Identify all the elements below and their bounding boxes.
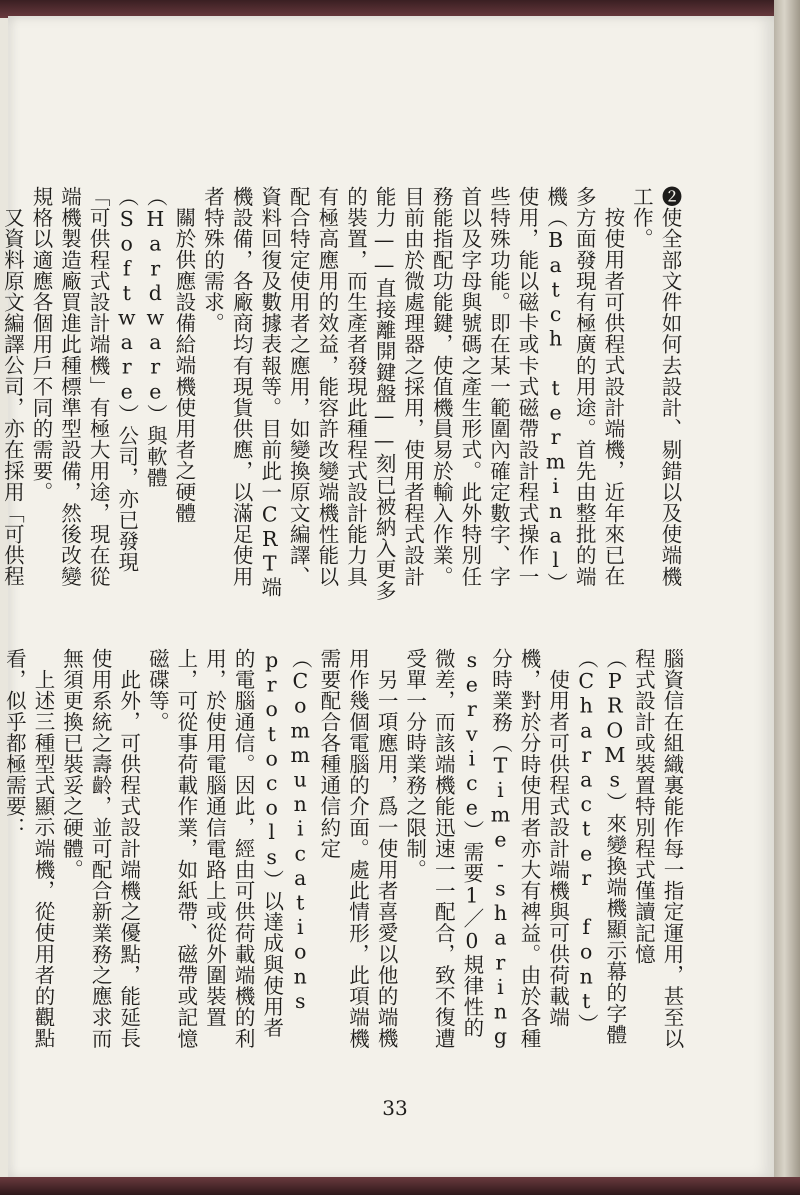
lower-paragraph-3: 另一項應用，爲一使用者喜愛以他的端機用作幾個電腦的介面。處此情形，此項端機需要配合各種通信約定（Communications protocols）以達成與使用者的電腦通信。因此，經由可供荷載端機的利用，於使用電腦通信電路上或從外圍裝置上，可從事荷載作業，如紙帶、磁帶或記憶磁碟等。 — [145, 648, 399, 1049]
upper-paragraph-1: ❷使全部文件如何去設計、剔錯以及使端機工作。 — [629, 186, 682, 587]
upper-text-block — [0, 186, 684, 604]
lower-text-block — [2, 648, 686, 1058]
lower-paragraph-1: 腦資信在組織裏能作每一指定運用，甚至以程式設計或裝置特別程式僅讀記憶（PROMs）來變換端機顯示幕的字體（Character font） — [574, 648, 684, 1049]
lower-paragraph-5: 上述三種型式顯示端機，從使用者的觀點看，似乎都極需要： — [2, 648, 55, 1049]
lower-paragraph-4: 此外，可供程式設計端機之優點，能延長使用系統之壽齡，並可配合新業務之應求而無須更換已裝妥之硬體。 — [59, 648, 141, 1049]
upper-paragraph-3: 關於供應設備給端機使用者之硬體（Hardware）與軟體（Software）公司，亦已發現「可供程式設計端機」有極大用途，現在從端機製造廠買進此種標準型設備，然後改變規格以適應各個用戶不同的需要。 — [28, 186, 196, 587]
page-number: 33 — [382, 1096, 408, 1120]
book-binding-bottom — [0, 1177, 800, 1195]
upper-paragraph-4: 又資料原文編譯公司，亦在採用「可供程 — [0, 206, 25, 587]
upper-paragraph-2: 按使用者可供程式設計端機，近年來已在多方面發現有極廣的用途。首先由整批的端機（Batch terminal）使用，能以磁卡或卡式磁帶設計程式操作一些特殊功能。即在某一範圍內確定數字、字首以及字母與號碼之產生形式。此外特別任務能指配功能鍵，使值機員易於輸入作業。目前由於微處理器之採用，使用者程式設計能力——直接離開鍵盤——刻已被納入更多的裝置，而生產者發現此種程式設計能力具有極高應用的效益，能容許改變端機性能以配合特定使用者之應用，如變換原文編譯、資料回復及數據表報等。目前此一CRT端機設備，各廠商均有現貨供應，以滿足使用者特殊的需求。 — [200, 186, 625, 601]
lower-paragraph-2: 使用者可供程式設計端機與可供荷載端機，對於分時使用者亦大有裨益。由於各種分時業務（Time-sharing service）需要1／0規律性的微差，而該端機能迅速一一配合，致不復遭受單一分時業務之限制。 — [402, 648, 570, 1049]
page-edge-stack — [774, 0, 800, 1195]
book-page — [0, 16, 774, 1179]
